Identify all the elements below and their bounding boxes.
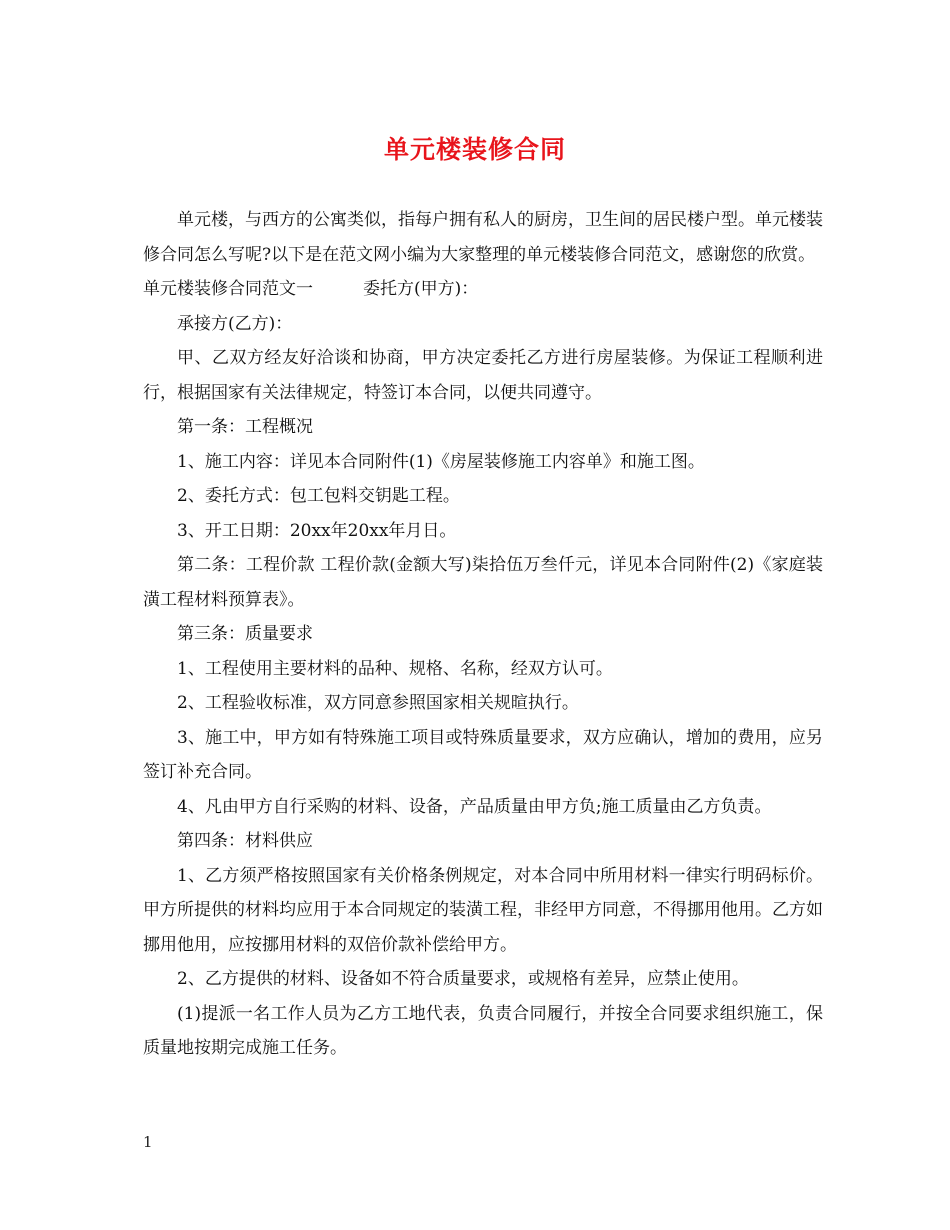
paragraph: 2、乙方提供的材料、设备如不符合质量要求，或规格有差异，应禁止使用。 — [177, 969, 749, 989]
page-number: 1 — [143, 1133, 153, 1151]
paragraph: 3、开工日期：20xx年20xx年月日。 — [177, 520, 457, 541]
paragraph: 2、委托方式：包工包料交钥匙工程。 — [177, 486, 460, 506]
intro-paragraph: 单元楼，与西方的公寓类似，指每户拥有私人的厨房，卫生间的居民楼户型。单元楼装修合同怎么写呢?以下是在范文网小编为大家整理的单元楼装修合同范文，感谢您的欣赏。 — [143, 210, 823, 265]
sample-heading-line — [143, 272, 823, 307]
document-body — [143, 203, 823, 1066]
section-heading: 第一条：工程概况 — [177, 417, 313, 437]
paragraph: 甲、乙双方经友好洽谈和协商，甲方决定委托乙方进行房屋装修。为保证工程顺利进行，根据国家有关法律规定，特签订本合同，以便共同遵守。 — [143, 348, 823, 403]
document-title: 单元楼装修合同 — [383, 135, 566, 164]
paragraph: (1)提派一名工作人员为乙方工地代表，负责合同履行，并按全合同要求组织施工，保质量地按期完成施工任务。 — [143, 1003, 823, 1058]
party-b-label: 承接方(乙方)： — [177, 313, 293, 334]
party-a-label: 委托方(甲方)： — [363, 279, 479, 299]
sample-heading: 单元楼装修合同范文一 — [143, 279, 313, 299]
paragraph: 1、乙方须严格按照国家有关价格条例规定，对本合同中所用材料一律实行明码标价。甲方所提供的材料均应用于本合同规定的装潢工程，非经甲方同意，不得挪用他用。乙方如挪用他用，应按挪用材料的双倍价款补偿给甲方。 — [143, 865, 823, 955]
paragraph: 第二条：工程价款 工程价款(金额大写)柒拾伍万叁仟元，详见本合同附件(2)《家庭装潢工程材料预算表》。 — [143, 555, 823, 610]
paragraph: 1、工程使用主要材料的品种、规格、名称，经双方认可。 — [177, 658, 613, 679]
paragraph: 1、施工内容：详见本合同附件(1)《房屋装修施工内容单》和施工图。 — [177, 451, 705, 472]
section-heading: 第四条：材料供应 — [177, 831, 313, 851]
section-heading: 第三条：质量要求 — [177, 624, 313, 644]
paragraph: 2、工程验收标准，双方同意参照国家相关规暄执行。 — [177, 693, 579, 713]
paragraph: 4、凡由甲方自行采购的材料、设备，产品质量由甲方负;施工质量由乙方负责。 — [177, 796, 772, 817]
paragraph: 3、施工中，甲方如有特殊施工项目或特殊质量要求，双方应确认，增加的费用，应另签订补充合同。 — [143, 727, 823, 782]
